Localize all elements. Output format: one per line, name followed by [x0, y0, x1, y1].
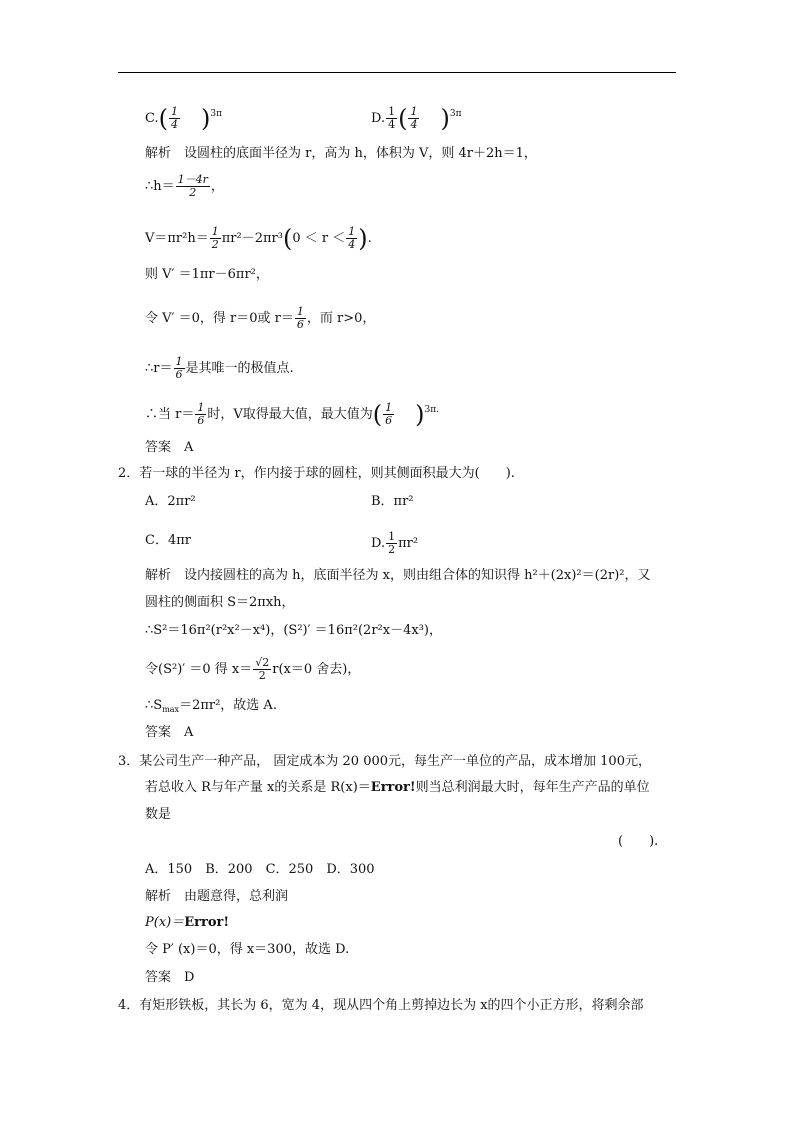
header-rule [118, 72, 676, 73]
q1-step-volume: V＝πr²h＝ $\frac{1}{2}$ πr²－2πr³(0 ＜ r ＜ $\frac{1}{4}$ ). [145, 224, 372, 253]
q3-stem-line1: 3．某公司生产一种产品， 固定成本为 20 000元，每生产一单位的产品，成本增加 100元， [118, 754, 651, 769]
q1-step-critical: 令 V′ ＝0，得 r＝0或 r＝ $\frac{1}{6}$ ，而 r>0， [145, 305, 376, 331]
q1-step-unique: ∴r＝ $\frac{1}{6}$ 是其唯一的极值点. [145, 355, 294, 381]
q2-option-b: B．πr² [371, 494, 414, 509]
q2-stem: 2．若一球的半径为 r，作内接于球的圆柱，则其侧面积最大为( ). [118, 466, 515, 481]
q1-step-derivative: 则 V′ ＝1πr－6πr²， [145, 267, 269, 282]
q3-options: A．150 B．200 C．250 D．300 [145, 862, 375, 877]
q1-option-c: C.( $\frac{1}{4}$ )$^{3\pi}$ [145, 104, 223, 133]
q3-solution-line3: 令 P′ (x)＝0，得 x＝300，故选 D. [145, 942, 350, 957]
q1-step-max: ∴当 r＝ $\frac{1}{6}$ 时，V取得最大值，最大值为( $\frac{1}{6}$ )$^{3\pi.}$ [145, 400, 440, 429]
q2-solution-line3: ∴S²＝16π²(r²x²－x⁴)，(S²)′ ＝16π²(2r²x－4x³)， [145, 623, 442, 638]
q2-solution-line4: 令(S²)′ ＝0 得 x＝ $\frac{√2}{2}$ r(x＝0 舍去)， [145, 656, 361, 682]
q2-solution-line1: 解析 设内接圆柱的高为 h，底面半径为 x，则由组合体的知识得 h²＋(2x)²＝(2r)²，又 [145, 568, 651, 583]
q2-option-d: D. $\frac{1}{2}$ πr² [371, 530, 419, 556]
q3-solution-line1: 解析 由题意得，总利润 [145, 889, 289, 904]
q4-stem-line1: 4．有矩形铁板，其长为 6，宽为 4，现从四个角上剪掉边长为 x的四个小正方形，将剩余部 [118, 998, 644, 1013]
q2-solution-line5: $\therefore S_{max}=2\pi r^2$，故选 A. [145, 698, 277, 714]
q1-option-d: D. $\frac{1}{4}$ ( $\frac{1}{4}$ )$^{3\pi}$ [371, 104, 462, 133]
q2-answer: 答案 A [145, 725, 194, 740]
q1-answer: 答案 A [145, 440, 194, 455]
q1-solution-intro: 解析 设圆柱的底面半径为 r，高为 h，体积为 V，则 4r＋2h＝1， [145, 146, 537, 161]
q2-option-c: C．4πr [145, 533, 191, 548]
q2-solution-line2: 圆柱的侧面积 S＝2πxh， [145, 595, 295, 610]
q3-answer: 答案 D [145, 970, 195, 985]
q2-option-a: A．2πr² [145, 494, 196, 509]
q3-answer-blank: ( ). [618, 834, 659, 849]
q1-step-h: ∴h＝ $\frac{1-4r}{2}$ ， [145, 173, 224, 199]
q3-solution-line2: P(x)＝Error! [145, 915, 230, 930]
q3-stem-line3: 数是 [145, 807, 172, 822]
q3-stem-line2: 若总收入 R与年产量 x的关系是 R(x)＝Error!则当总利润最大时，每年生产产品的单位 [145, 780, 650, 795]
